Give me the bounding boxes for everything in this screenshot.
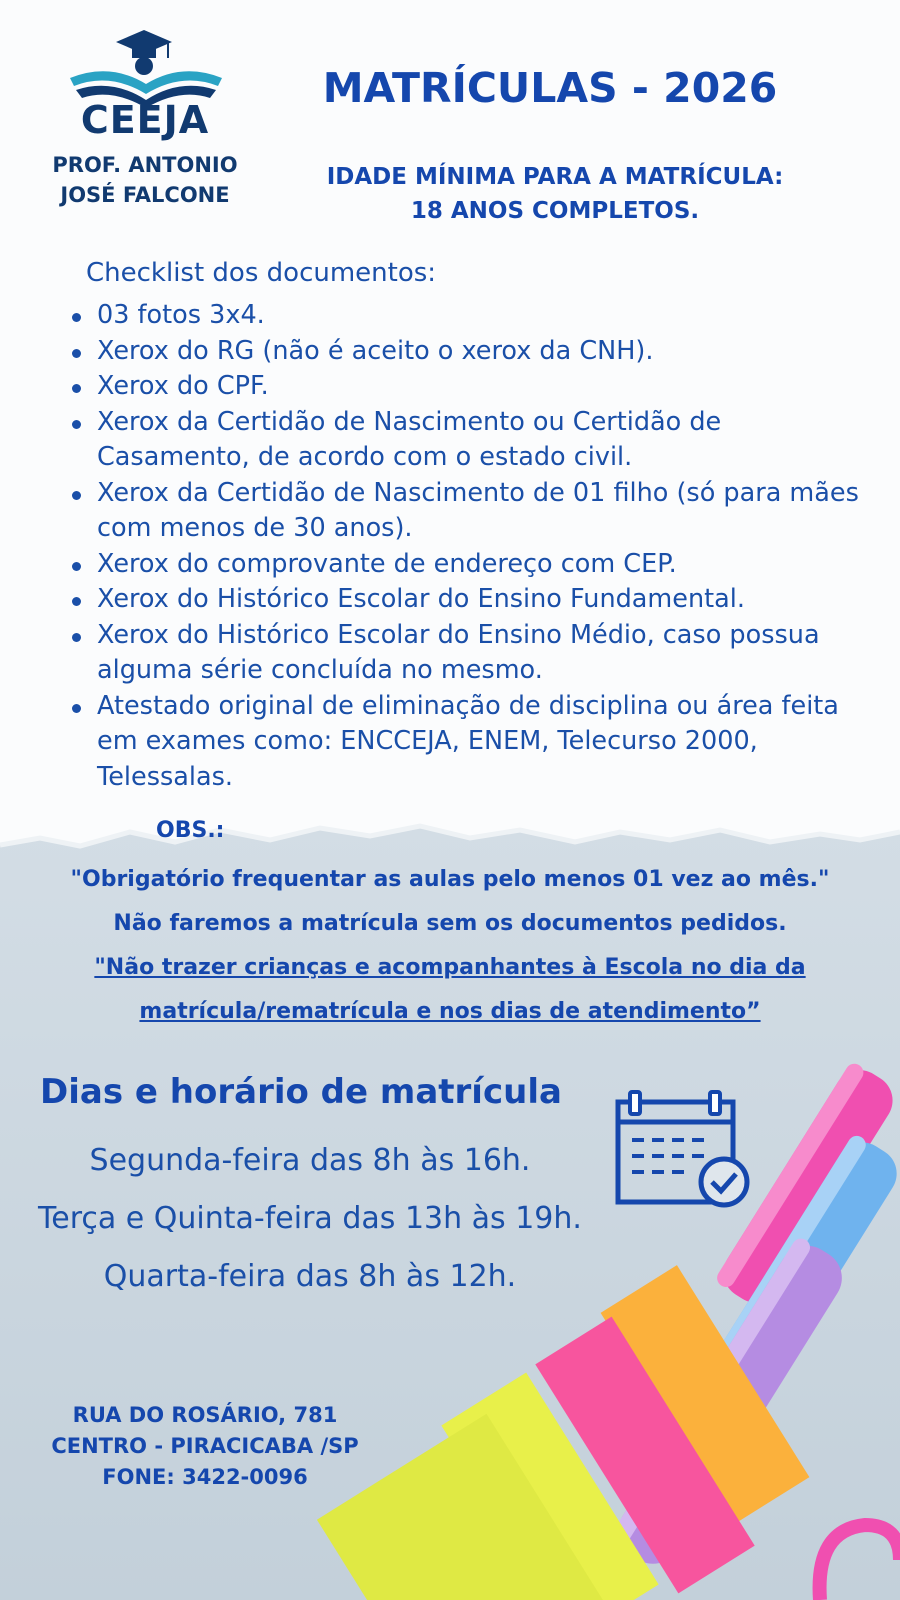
address-phone: FONE: 3422-0096	[102, 1465, 308, 1489]
checklist-item: Xerox do RG (não é aceito o xerox da CNH).	[70, 334, 870, 370]
logo-name: CEEJA	[80, 98, 210, 142]
checklist-item: Xerox do comprovante de endereço com CEP.	[70, 547, 870, 583]
obs-notes	[15, 858, 885, 1034]
checklist-item: Xerox do CPF.	[70, 369, 870, 405]
obs-line-children: "Não trazer crianças e acompanhantes à Escola no dia da	[94, 955, 806, 980]
checklist-item: Xerox do Histórico Escolar do Ensino Médio, caso possua alguma série concluída no mesmo.	[70, 618, 870, 689]
address-street: RUA DO ROSÁRIO, 781	[72, 1403, 338, 1427]
logo-subtitle-line1: PROF. ANTONIO	[52, 153, 238, 177]
obs-line-children-cont: matrícula/rematrícula e nos dias de atendimento”	[139, 999, 761, 1024]
checklist-title: Checklist dos documentos:	[86, 258, 437, 288]
obs-line-documents: Não faremos a matrícula sem os documentos pedidos.	[113, 911, 787, 936]
schedule-line-monday: Segunda-feira das 8h às 16h.	[89, 1143, 531, 1178]
age-requirement-line2: 18 ANOS COMPLETOS.	[410, 198, 700, 224]
logo-subtitle-line2: JOSÉ FALCONE	[60, 183, 230, 207]
address-block	[20, 1400, 390, 1493]
calendar-check-icon	[610, 1088, 755, 1223]
age-requirement-line1: IDADE MÍNIMA PARA A MATRÍCULA:	[326, 164, 784, 190]
checklist-item: Xerox do Histórico Escolar do Ensino Fundamental.	[70, 582, 870, 618]
checklist-item: Xerox da Certidão de Nascimento de 01 filho (só para mães com menos de 30 anos).	[70, 476, 870, 547]
checklist-item: Xerox da Certidão de Nascimento ou Certidão de Casamento, de acordo com o estado civil.	[70, 405, 870, 476]
age-requirement	[295, 160, 815, 228]
schedule-title: Dias e horário de matrícula	[40, 1072, 562, 1112]
schedule-line-wednesday: Quarta-feira das 8h às 12h.	[103, 1259, 517, 1294]
checklist-item: 03 fotos 3x4.	[70, 298, 870, 334]
schedule-line-tue-thu: Terça e Quinta-feira das 13h às 19h.	[38, 1201, 582, 1236]
address-city: CENTRO - PIRACICABA /SP	[51, 1434, 359, 1458]
logo-subtitle	[30, 150, 260, 210]
page-title: MATRÍCULAS - 2026	[322, 64, 778, 112]
obs-label: OBS.:	[156, 818, 225, 843]
obs-line-attendance: "Obrigatório frequentar as aulas pelo menos 01 vez ao mês."	[70, 867, 830, 892]
checklist	[70, 298, 870, 795]
checklist-item: Atestado original de eliminação de disciplina ou área feita em exames como: ENCCEJA, ENEM, Telecurso 2000, Telessalas.	[70, 689, 870, 796]
schedule-lines	[0, 1132, 620, 1306]
